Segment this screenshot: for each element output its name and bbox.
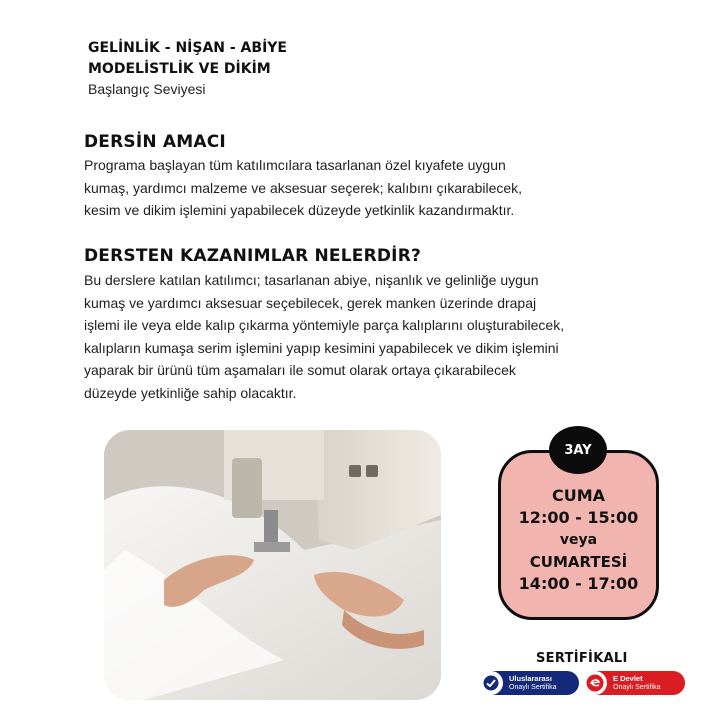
- gains-line: düzeyde yetkinliğe sahip olacaktır.: [84, 384, 297, 401]
- sewing-scene-illustration: [104, 430, 441, 700]
- international-certificate-badge: [481, 671, 579, 695]
- aim-heading: DERSİN AMACI: [84, 132, 226, 152]
- gains-paragraph: [84, 269, 644, 404]
- edevlet-logo-icon: [583, 671, 607, 695]
- gains-heading: DERSTEN KAZANIMLAR NELERDİR?: [84, 246, 422, 266]
- course-title-line2: MODELİSTLİK VE DİKİM: [88, 61, 271, 77]
- schedule-time1: 12:00 - 15:00: [518, 508, 639, 527]
- gains-line: kalıpların kumaşa serim işlemini yapıp kesimini yapabilecek ve dikim işlemini: [84, 339, 559, 356]
- cert-intl-line1: Uluslararası: [509, 674, 552, 683]
- course-title: [88, 38, 287, 80]
- cert-edev-line1: E Devlet: [613, 674, 643, 683]
- certificate-label: SERTİFİKALI: [536, 651, 628, 666]
- sewing-machine-photo: [104, 430, 441, 700]
- cert-edev-line2: Onaylı Sertifika: [613, 684, 661, 691]
- duration-badge: 3AY: [549, 426, 607, 474]
- aim-line: kumaş, yardımcı malzeme ve aksesuar seçerek; kalıbını çıkarabilecek,: [84, 179, 523, 196]
- schedule-day2: CUMARTESİ: [529, 553, 628, 571]
- aim-paragraph: [84, 154, 604, 222]
- schedule-day1: CUMA: [551, 486, 606, 505]
- schedule-card: [498, 450, 659, 620]
- aim-line: Programa başlayan tüm katılımcılara tasarlanan özel kıyafete uygun: [84, 157, 506, 173]
- gains-line: yaparak bir ürünü tüm aşamaları ile somut olarak ortaya çıkarabilecek: [84, 362, 516, 378]
- course-title-line1: GELİNLİK - NİŞAN - ABİYE: [88, 40, 287, 56]
- cert-intl-line2: Onaylı Sertifika: [509, 684, 557, 691]
- gains-line: Bu derslere katılan katılımcı; tasarlanan abiye, nişanlık ve gelinliğe uygun: [84, 272, 539, 288]
- gains-line: kumaş ve yardımcı aksesuar seçebilecek, gerek manken üzerinde drapaj: [84, 294, 537, 311]
- course-level: Başlangıç Seviyesi: [88, 81, 206, 97]
- checkmark-icon: [479, 671, 503, 695]
- edevlet-certificate-badge: [585, 671, 685, 695]
- schedule-time2: 14:00 - 17:00: [518, 574, 639, 593]
- gains-line: işlemi ile veya elde kalıp çıkarma yöntemiyle parça kalıplarını oluşturabilecek,: [84, 317, 565, 333]
- schedule-or: veya: [559, 532, 598, 548]
- aim-line: kesim ve dikim işlemini yapabilecek düzeyde yetkinlik kazandırmaktır.: [84, 202, 515, 218]
